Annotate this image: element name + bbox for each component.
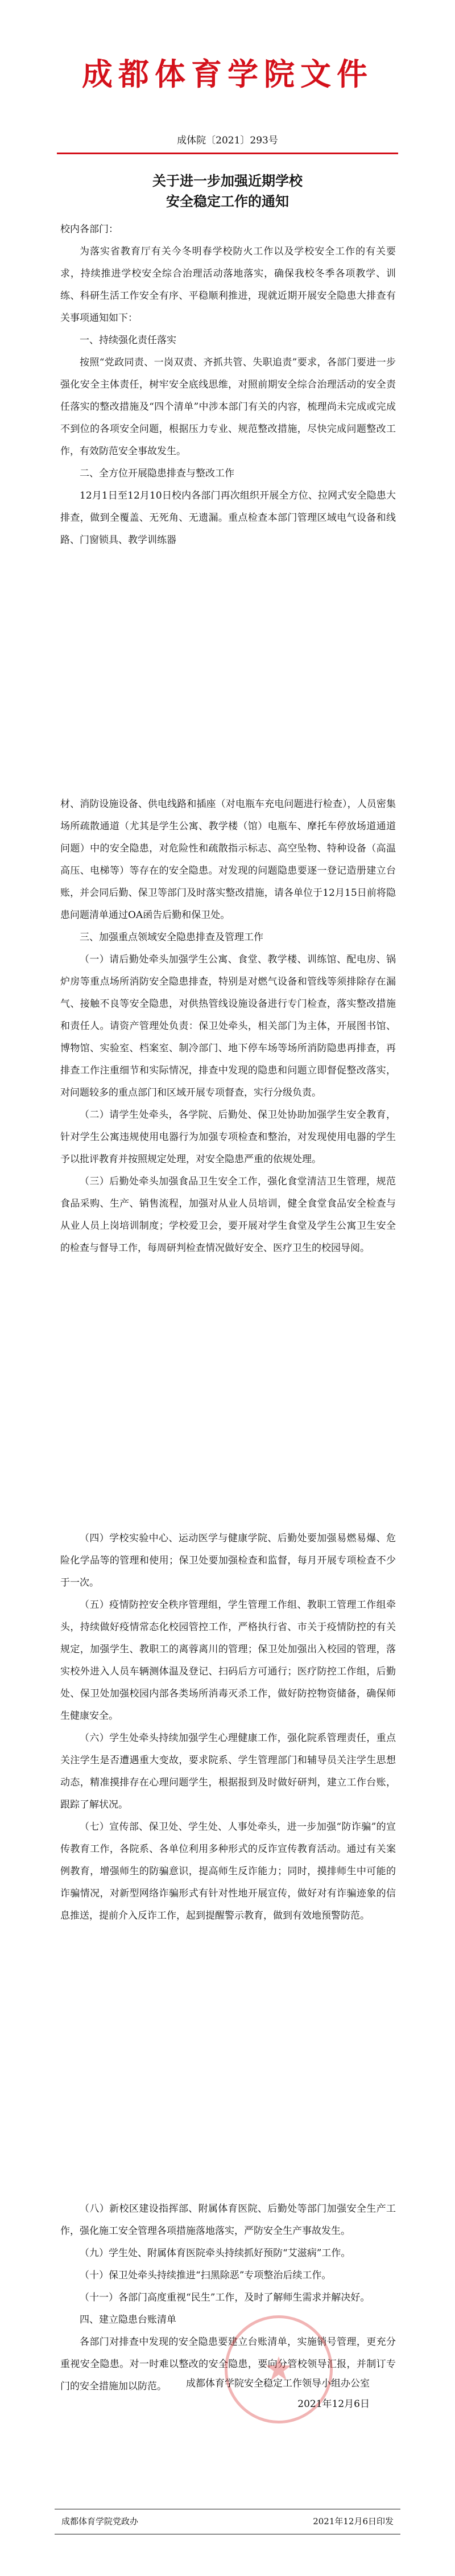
- signature-date: 2021年12月6日: [297, 2398, 370, 2410]
- salutation: 校内各部门：: [60, 224, 118, 235]
- body-section-2: [60, 793, 396, 1260]
- footer-print-date: 2021年12月6日印发: [313, 2516, 394, 2526]
- paragraph-3-10: （十）保卫处牵头持续推进“扫黑除恶”专项整治后续工作。: [80, 2270, 332, 2281]
- heading-4: 四、建立隐患台账清单: [80, 2314, 176, 2326]
- paragraph-2b: 材、消防设施设备、供电线路和插座（对电瓶车充电问题进行检查），人员密集场所疏散通道（尤其是学生公寓、教学楼（馆）电瓶车、摩托车停放场道通道问题）中的安全隐患，对危险性和疏散指示标志、高空坠物、特种设备（高温高压、电梯等）等存在的安全隐患。对发现的问题隐患要逐一登记造册建立台账，并会同后勤、保卫等部门及时落实整改措施，请各单位于12月15日前将隐患问题清单通过OA函告后勤和保卫处。: [60, 799, 396, 921]
- body-section-3: [60, 1528, 396, 1927]
- intro-paragraph: 为落实省教育厅有关今冬明春学校防火工作以及学校安全工作的有关要求，持续推进学校安全综合治理活动落地落实，确保我校冬季各项教学、训练、科研生活工作安全有序、平稳顺利推进，现就近期开展安全隐患大排查有关事项通知如下：: [60, 246, 396, 324]
- paragraph-3-4: （四）学校实验中心、运动医学与健康学院、后勤处要加强易燃易爆、危险化学品等的管理和使用；保卫处要加强检查和监督，每月开展专项检查不少于一次。: [60, 1533, 396, 1589]
- paragraph-3-3: （三）后勤处牵头加强食品卫生安全工作，强化食堂清洁卫生管理，规范食品采购、生产、销售流程，加强对从业人员培训，健全食堂食品安全检查与从业人员上岗培训制度；学校爱卫会，要开展对学生食堂及学生公寓卫生安全的检查与督导工作，每周研判检查情况做好安全、医疗卫生的校园导阅。: [60, 1176, 396, 1254]
- paragraph-3-8: （八）新校区建设指挥部、附属体育医院、后勤处等部门加强安全生产工作，强化施工安全管理各项措施落地落实，严防安全生产事故发生。: [60, 2203, 396, 2237]
- paragraph-3-11: （十一）各部门高度重视“民生”工作，及时了解师生需求并解决好。: [80, 2292, 370, 2303]
- heading-3: 三、加强重点领域安全隐患排查及管理工作: [80, 932, 263, 943]
- signature-block: [186, 2373, 370, 2414]
- paragraph-3-6: （六）学生处牵头持续加强学生心理健康工作，强化院系管理责任，重点关注学生是否遭遇重大变故，要求院系、学生管理部门和辅导员关注学生思想动态，精准摸排存在心理问题学生，根据报到及时做好研判，建立工作台账，跟踪了解状况。: [60, 1733, 396, 1810]
- paragraph-3-7: （七）宣传部、保卫处、学生处、人事处牵头，进一步加强“防诈骗”的宣传教育工作，各院系、各单位利用多种形式的反诈宣传教育活动。通过有关案例教育，增强师生的防骗意识，提高师生反诈能力；同时，摸排师生中可能的诈骗情况，对新型网络诈骗形式有针对性地开展宣传，做好对有诈骗迹象的信息推送，提前介入反诈工作，起到提醒警示教育，做到有效地预警防范。: [60, 1821, 396, 1921]
- org-header-title: 成都体育学院文件: [82, 56, 373, 92]
- paragraph-3-9: （九）学生处、附属体育医院牵头持续抓好预防“艾滋病”工作。: [80, 2248, 351, 2259]
- red-divider: [57, 153, 398, 154]
- paragraph-1: 按照“党政同责、一岗双责、齐抓共管、失职追责”要求，各部门要进一步强化安全主体责任，树牢安全底线思维，对照前期安全综合治理活动的安全责任落实的整改措施及“四个清单”中涉本部门有关的内容，梳理尚未完成或完成不到位的各项安全问题，根据压力专业、规范整改措施，尽快完成问题整改工作，有效防范安全事故发生。: [60, 357, 396, 457]
- paragraph-2a: 12月1日至12月10日校内各部门再次组织开展全方位、拉网式安全隐患大排查，做到全覆盖、无死角、无遗漏。重点检查本部门管理区域电气设备和线路、门窗锁具、教学训练器: [60, 490, 396, 546]
- notice-title: [0, 171, 455, 212]
- heading-1: 一、持续强化责任落实: [80, 335, 176, 346]
- paragraph-4: 各部门对排查中发现的安全隐患要建立台账清单，实施销号管理，更充分重视安全隐患。对一时难以整改的安全隐患，要向分管校领导汇报，并制订专门的安全措施加以防范。: [60, 2336, 396, 2392]
- signature-org: 成都体育学院安全稳定工作领导小组办公室: [186, 2378, 370, 2389]
- body-section-1: [60, 219, 396, 552]
- footer-issuer: 成都体育学院党政办: [61, 2516, 139, 2526]
- notice-title-line1: 关于进一步加强近期学校: [152, 172, 303, 189]
- notice-title-line2: 安全稳定工作的通知: [166, 193, 289, 209]
- paragraph-3-5: （五）疫情防控安全秩序管理组，学生管理工作组、教职工管理工作组牵头，持续做好疫情常态化校园管控工作，严格执行省、市关于疫情防控的有关规定，加强学生、教职工的离蓉离川的管理；保卫处加强出入校园的管理，落实校外进入人员车辆测体温及登记、扫码后方可通行；医疗防控工作组，后勤处、保卫处加强校园内部各类场所消毒灭杀工作，做好防控物资储备，确保师生健康安全。: [60, 1599, 396, 1722]
- paragraph-3-1: （一）请后勤处牵头加强学生公寓、食堂、教学楼、训练馆、配电房、锅炉房等重点场所消防安全隐患排查，特别是对燃气设备和管线等须排除存在漏气、接触不良等安全隐患，对供热管线设施设备进行专门检查，落实整改措施和责任人。请资产管理处负责：保卫处牵头，相关部门为主体，开展图书馆、博物馆、实验室、档案室、制冷部门、地下停车场等场所消防隐患再排查，再排查工作注重细节和实际情况，排查中发现的隐患和问题立即督促整改落实，对问题较多的重点部门和区域开展专项督查，实行分级负责。: [60, 954, 396, 1098]
- star-icon: ★: [264, 2349, 293, 2388]
- paragraph-3-2: （二）请学生处牵头，各学院、后勤处、保卫处协助加强学生安全教育，针对学生公寓违规使用电器行为加强专项检查和整治，对发现使用电器的学生予以批评教育并按照规定处理，对安全隐患严重的依规处理。: [60, 1109, 396, 1165]
- document-number: 成体院〔2021〕293号: [177, 135, 278, 146]
- heading-2: 二、全方位开展隐患排查与整改工作: [80, 468, 234, 479]
